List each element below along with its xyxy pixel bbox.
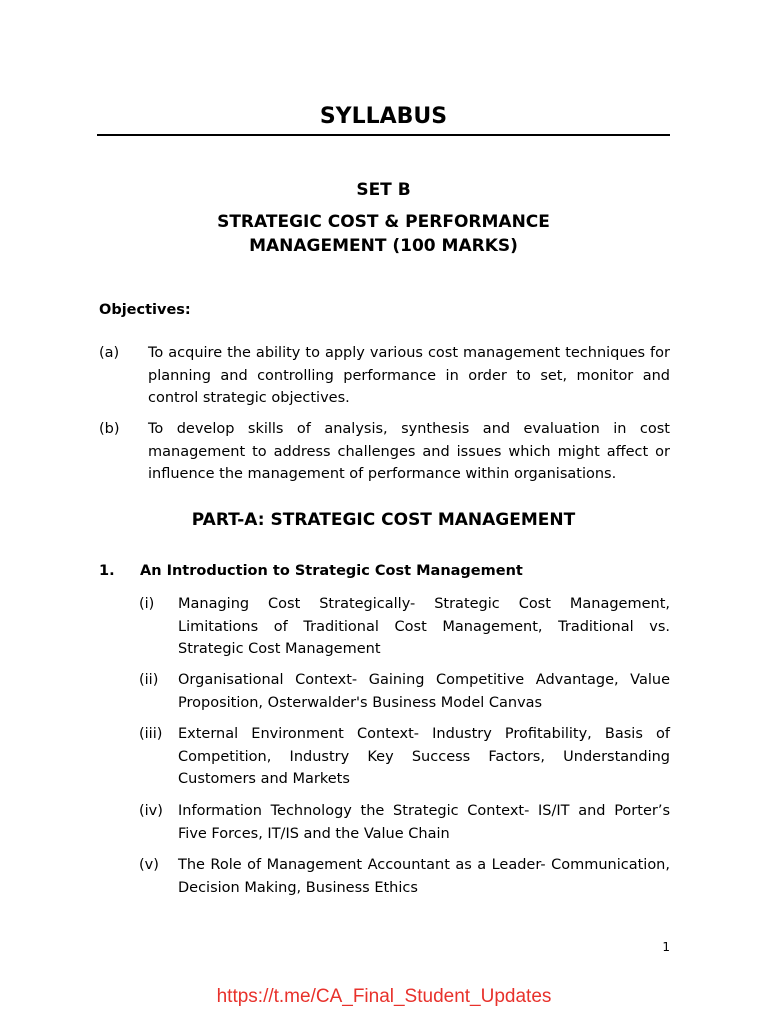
subject-line-2: MANAGEMENT (100 MARKS) [249, 236, 518, 256]
unit-title: An Introduction to Strategic Cost Management [140, 563, 523, 579]
topic-text: Organisational Context- Gaining Competitive Advantage, Value Proposition, Osterwalder's Business Model Canvas [178, 672, 670, 711]
objective-text: To acquire the ability to apply various cost management techniques for planning and controlling performance in order to set, monitor and control strategic objectives. [148, 345, 670, 406]
topic-text: The Role of Management Accountant as a Leader- Communication, Decision Making, Business Ethics [178, 857, 670, 896]
topic-marker: (i) [139, 596, 155, 612]
subject-line-1: STRATEGIC COST & PERFORMANCE [217, 212, 550, 232]
objective-marker: (a) [99, 345, 120, 361]
unit-number: 1. [99, 563, 115, 579]
objective-marker: (b) [99, 421, 120, 437]
topic-text: Managing Cost Strategically- Strategic Cost Management, Limitations of Traditional Cost Management, Traditional vs. Strategic Cost Management [178, 596, 670, 657]
topic-marker: (iv) [139, 803, 163, 819]
topic-marker: (ii) [139, 672, 159, 688]
topic-marker: (v) [139, 857, 159, 873]
objectives-heading: Objectives: [99, 302, 191, 318]
objective-text: To develop skills of analysis, synthesis and evaluation in cost management to address challenges and issues which might affect or influence the management of performance within organisations. [148, 421, 670, 482]
subject-heading [97, 210, 670, 258]
part-a-heading: PART-A: STRATEGIC COST MANAGEMENT [191, 510, 576, 530]
set-heading: SET B [356, 180, 411, 200]
page-title: SYLLABUS [319, 104, 448, 129]
page-number: 1 [662, 940, 670, 954]
topic-marker: (iii) [139, 726, 163, 742]
title-underline [97, 134, 670, 136]
telegram-link[interactable]: https://t.me/CA_Final_Student_Updates [216, 986, 552, 1007]
topic-text: External Environment Context- Industry Profitability, Basis of Competition, Industry Key Success Factors, Understanding Customers and Markets [178, 726, 670, 787]
topic-text: Information Technology the Strategic Context- IS/IT and Porter’s Five Forces, IT/IS and the Value Chain [178, 803, 670, 842]
